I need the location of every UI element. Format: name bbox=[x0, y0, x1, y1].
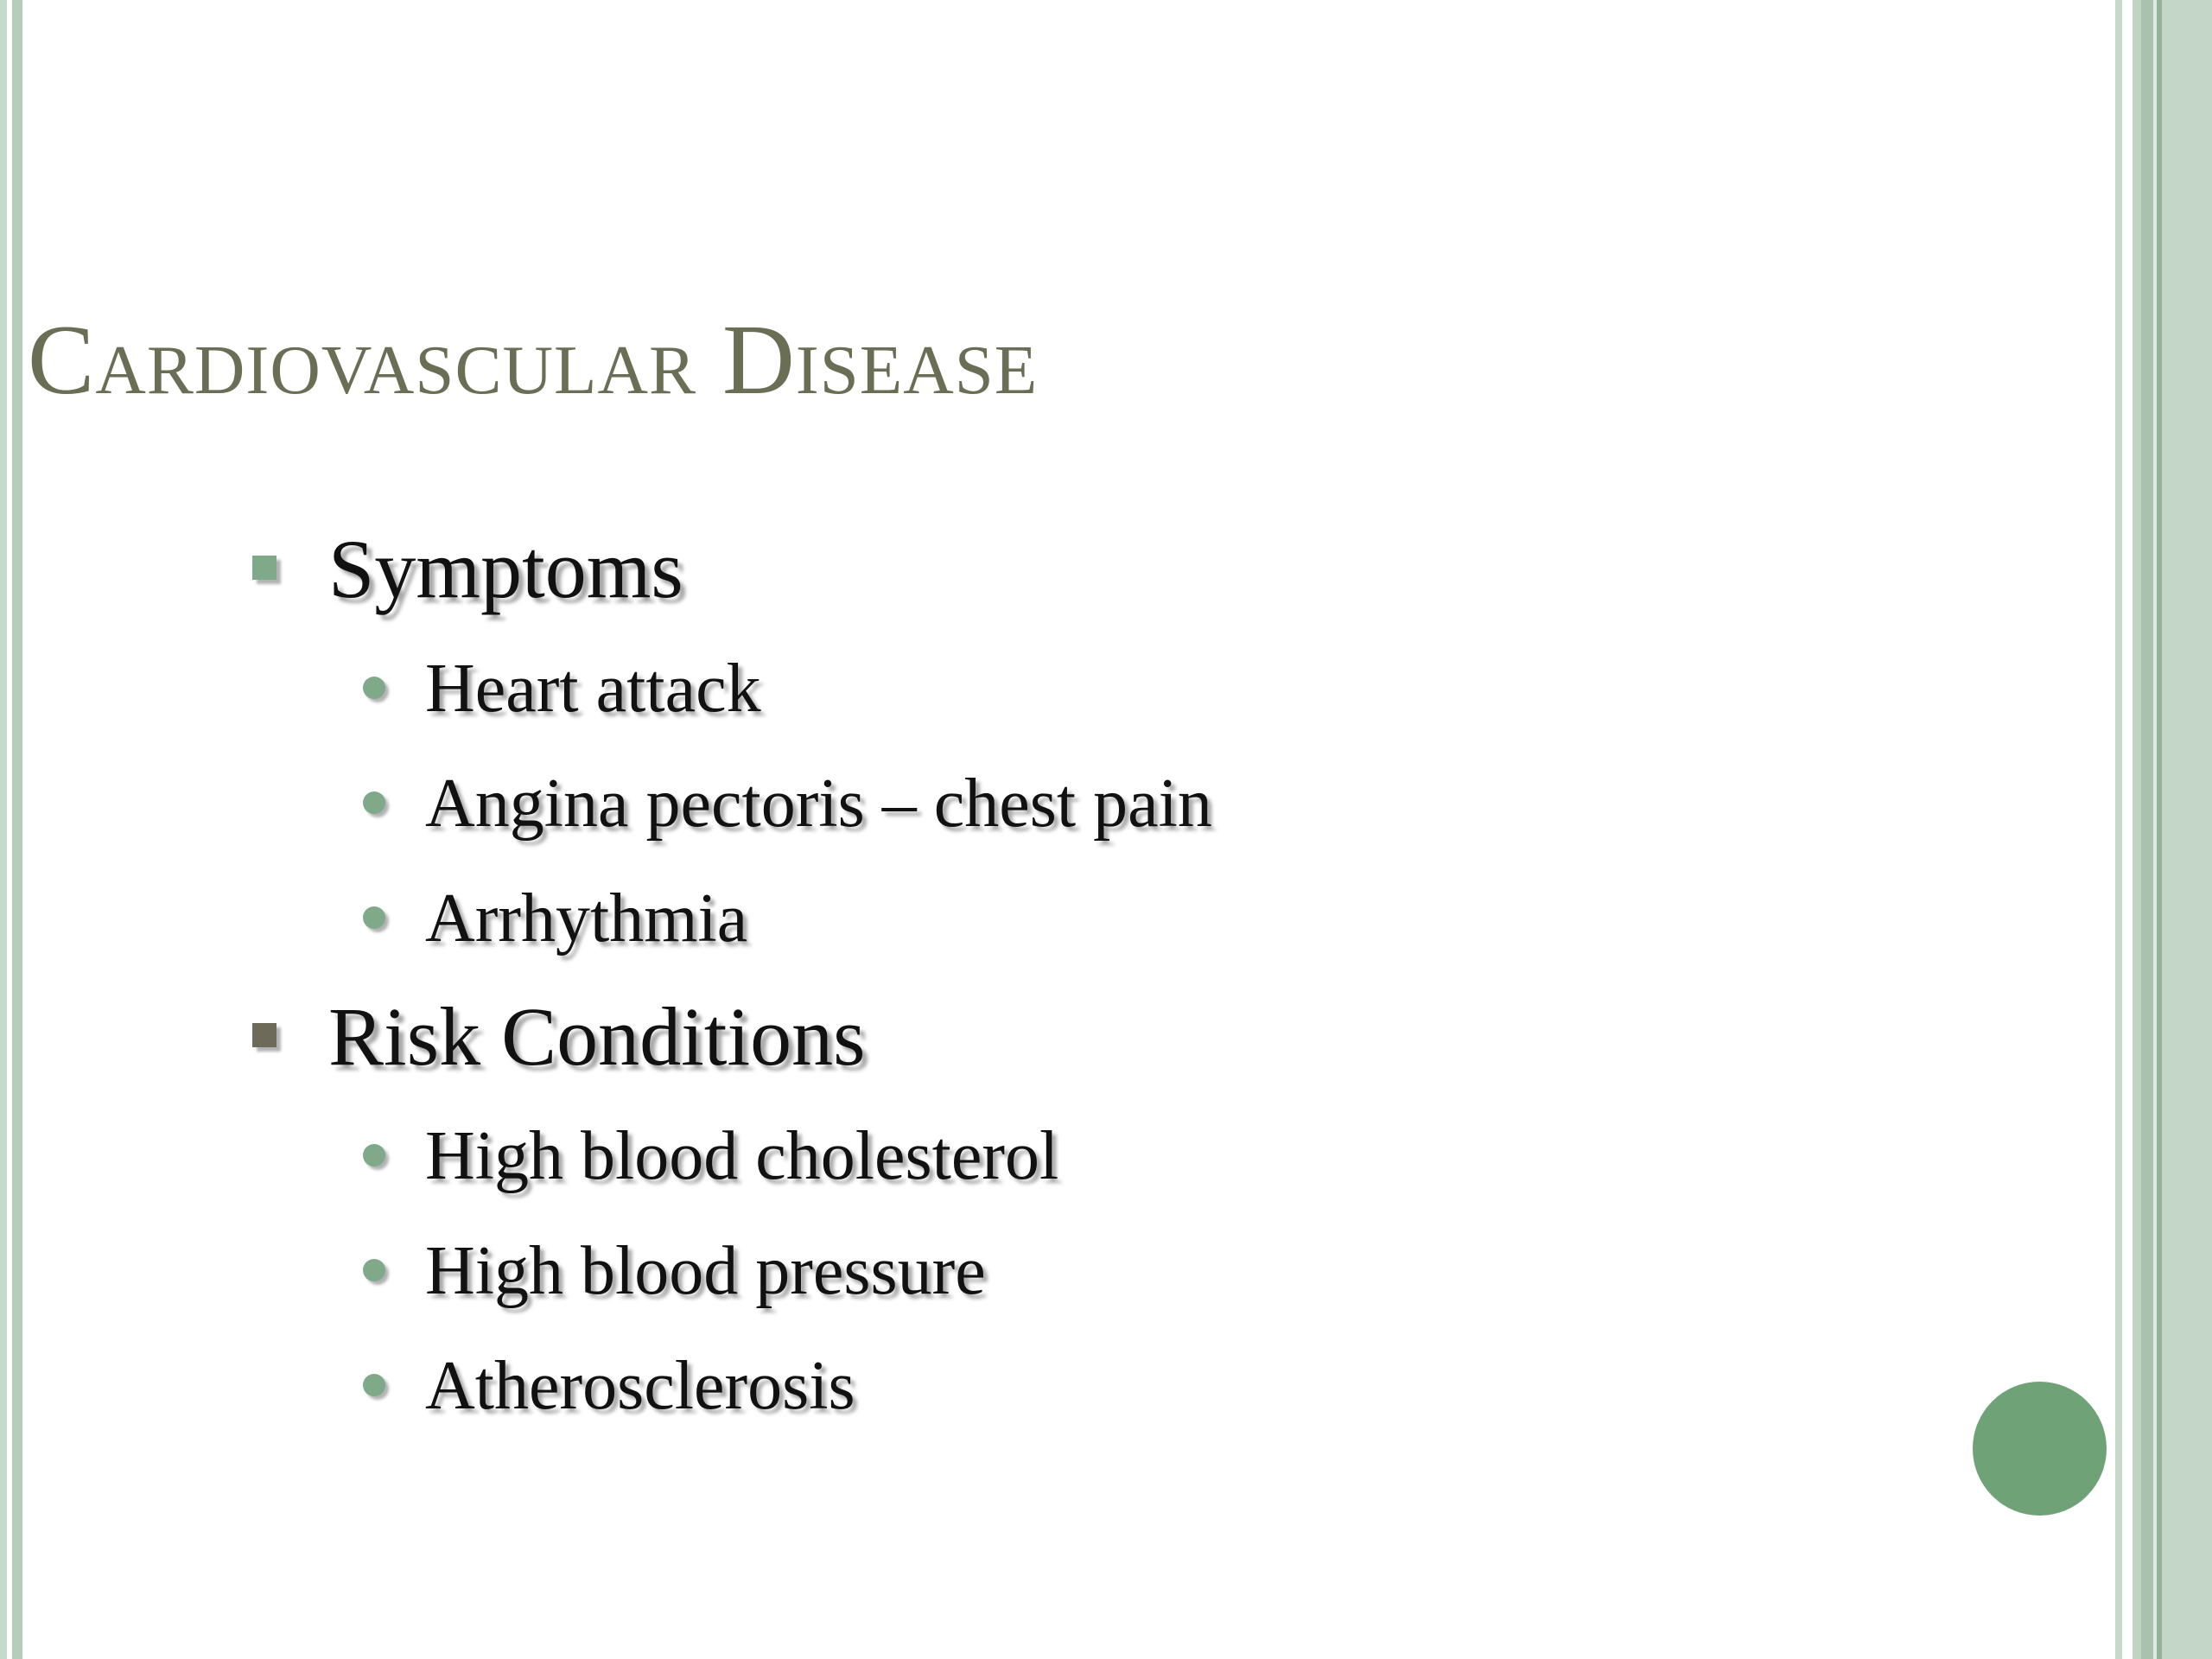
right-border-stripe bbox=[2133, 0, 2141, 1659]
round-bullet-icon bbox=[363, 906, 385, 929]
list-item-label: Atherosclerosis bbox=[425, 1348, 855, 1424]
list-item-label: Angina pectoris – chest pain bbox=[425, 766, 1212, 842]
list-item bbox=[242, 1214, 1884, 1329]
bullet-list bbox=[242, 514, 1884, 1444]
section-heading-label: Risk Conditions bbox=[328, 990, 866, 1083]
round-bullet-icon bbox=[363, 1144, 385, 1166]
list-item-label: High blood pressure bbox=[425, 1233, 986, 1309]
list-item bbox=[242, 1099, 1884, 1214]
round-bullet-icon bbox=[363, 677, 385, 699]
decorative-circle-icon bbox=[1973, 1382, 2107, 1516]
slide-title: Cardiovascular Disease bbox=[28, 305, 1039, 416]
list-item-label: High blood cholesterol bbox=[425, 1118, 1059, 1194]
square-bullet-icon bbox=[252, 556, 276, 580]
list-item-label: Heart attack bbox=[425, 651, 761, 727]
list-item bbox=[242, 632, 1884, 747]
left-border-stripe bbox=[12, 0, 22, 1659]
list-item bbox=[242, 861, 1884, 976]
list-item bbox=[242, 747, 1884, 861]
round-bullet-icon bbox=[363, 791, 385, 814]
right-border-stripe bbox=[2162, 0, 2212, 1659]
section-heading-symptoms bbox=[242, 514, 1884, 625]
round-bullet-icon bbox=[363, 1374, 385, 1396]
section-heading-label: Symptoms bbox=[328, 523, 683, 615]
section-heading-risk-conditions bbox=[242, 982, 1884, 1092]
list-item-label: Arrhythmia bbox=[425, 880, 748, 957]
round-bullet-icon bbox=[363, 1259, 385, 1281]
square-bullet-icon bbox=[252, 1023, 276, 1047]
right-border-stripe bbox=[2141, 0, 2153, 1659]
left-border-stripe bbox=[0, 0, 7, 1659]
list-item bbox=[242, 1329, 1884, 1444]
right-border-stripe bbox=[2115, 0, 2122, 1659]
